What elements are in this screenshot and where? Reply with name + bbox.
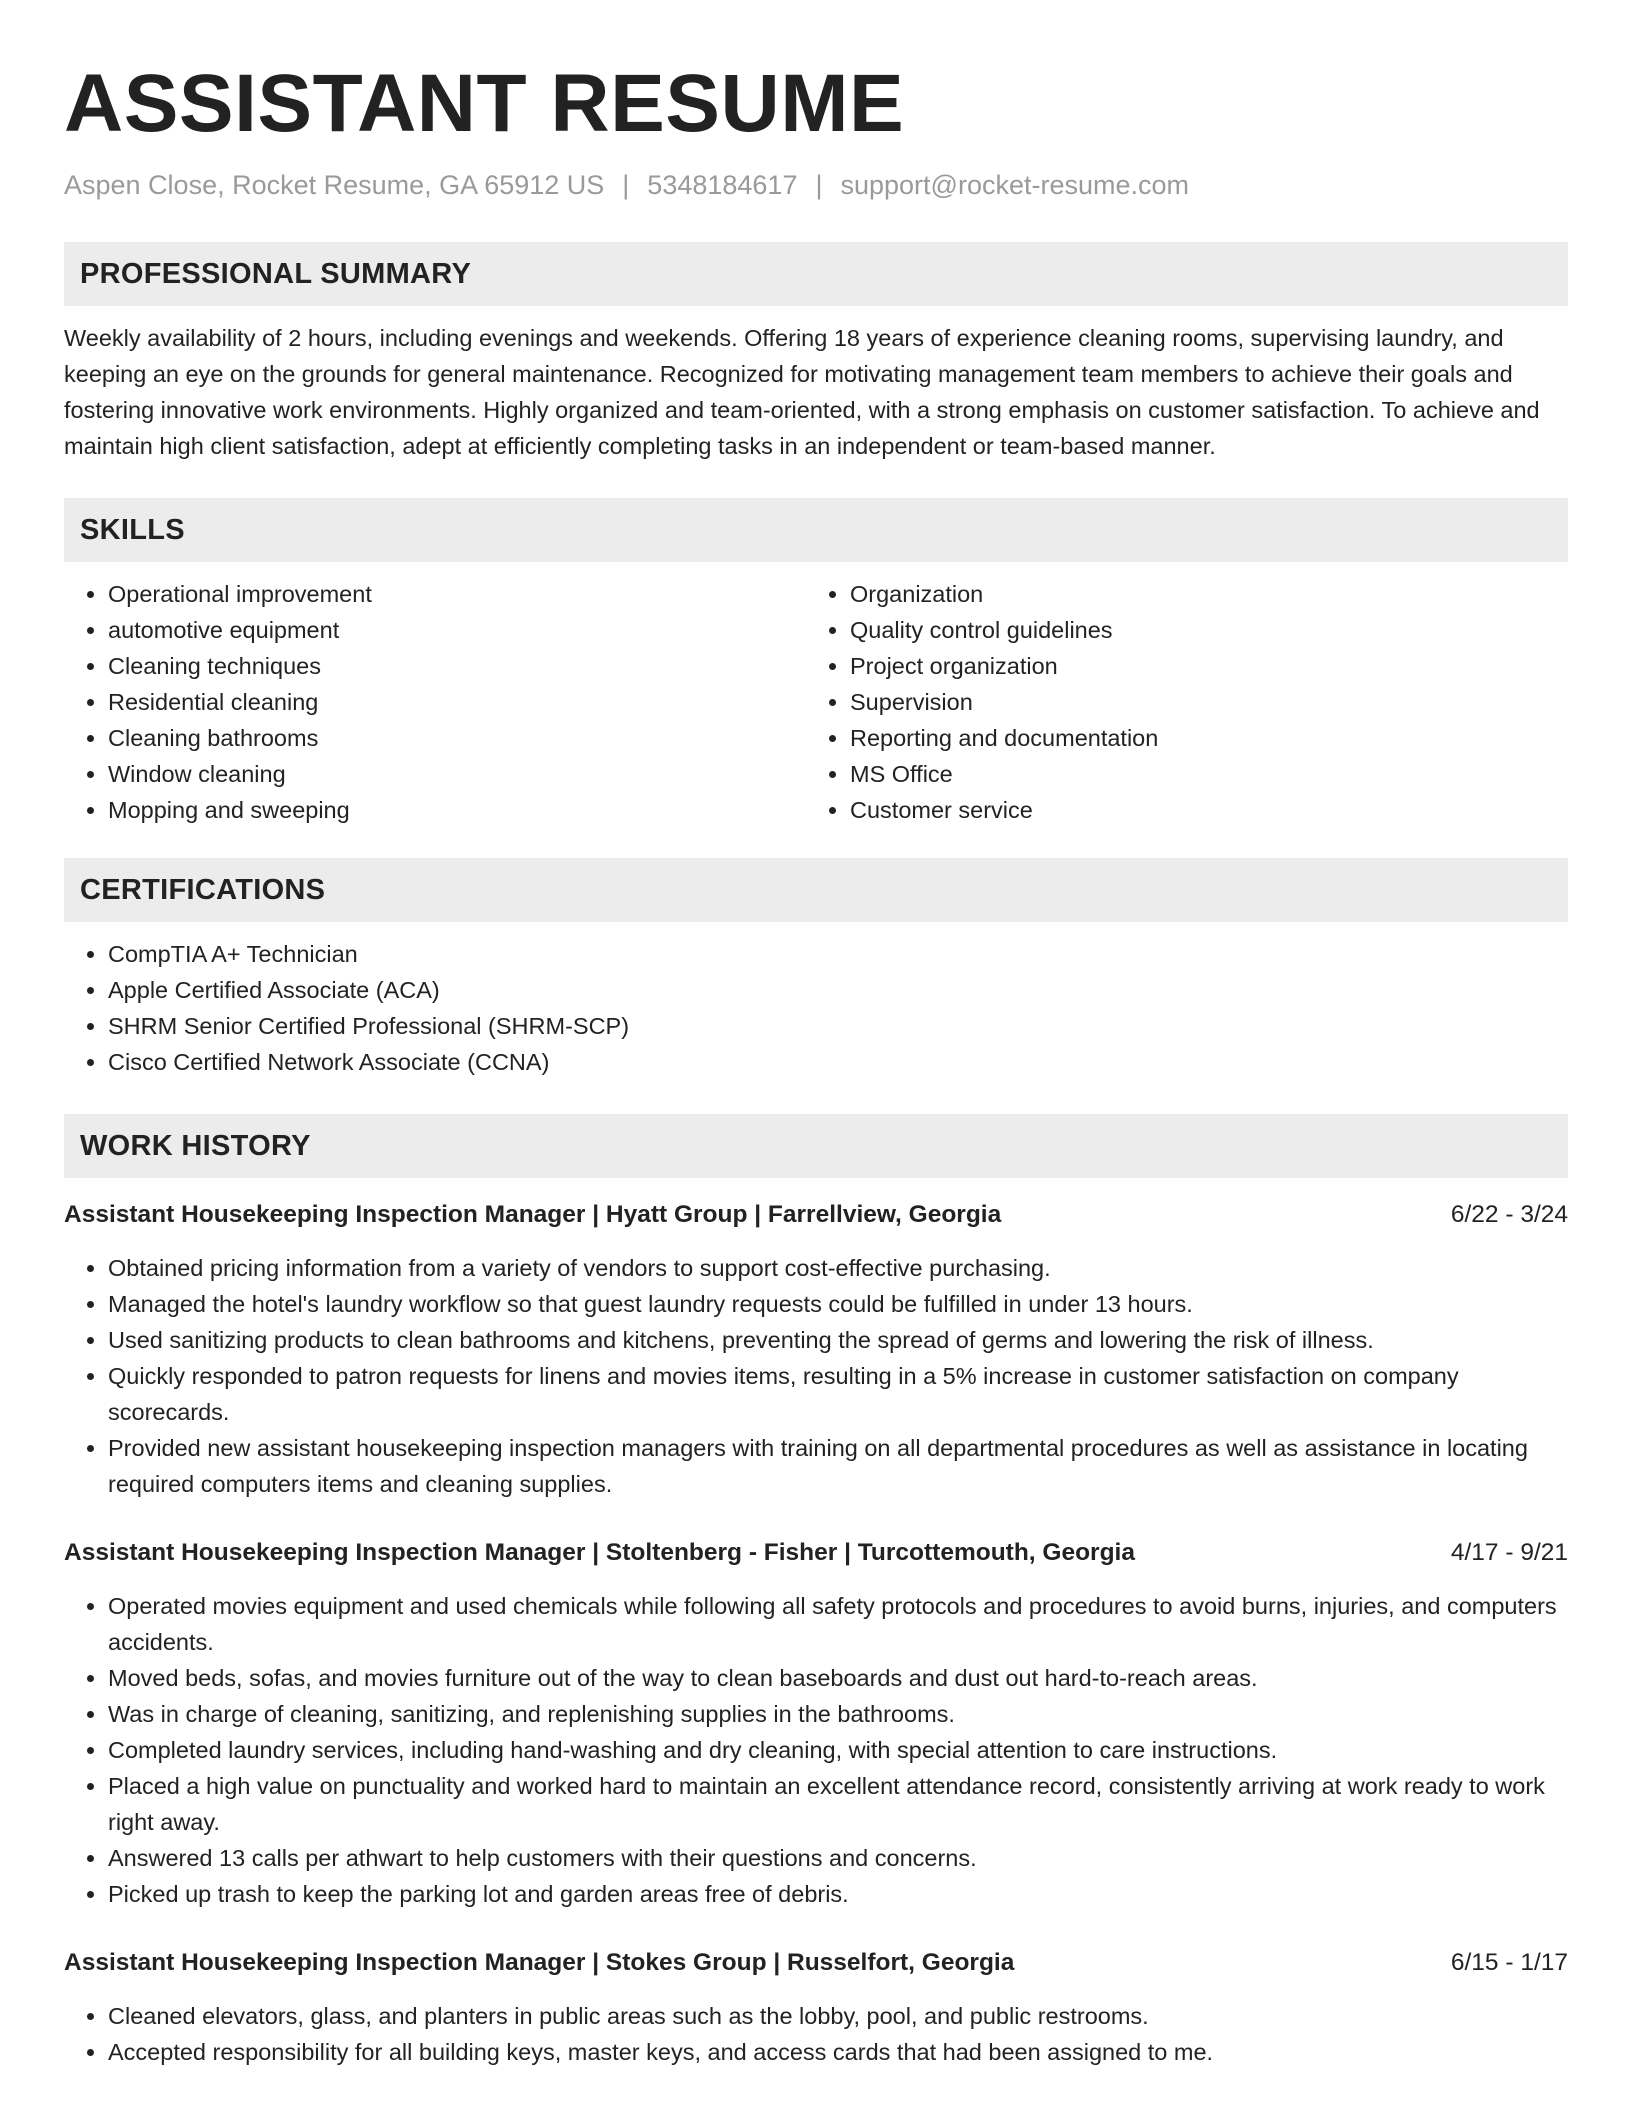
job-bullet-list <box>64 1588 1568 1912</box>
resume-page <box>64 0 1568 2070</box>
job-bullet: • Used sanitizing products to clean bathrooms and kitchens, preventing the spread of germs and lowering the risk of illness. <box>108 1322 1568 1358</box>
certification-item: • SHRM Senior Certified Professional (SHRM-SCP) <box>108 1008 1568 1044</box>
job-title: Assistant Housekeeping Inspection Manager | Hyatt Group | Farrellview, Georgia <box>64 1201 1002 1228</box>
job-bullet: • Obtained pricing information from a variety of vendors to support cost-effective purchasing. <box>108 1250 1568 1286</box>
job-bullet: • Completed laundry services, including hand-washing and dry cleaning, with special attention to care instructions. <box>108 1732 1568 1768</box>
job-dates: 6/22 - 3/24 <box>1450 1201 1568 1228</box>
section-header-summary: PROFESSIONAL SUMMARY <box>64 242 1568 306</box>
contact-phone: 5348184617 <box>647 170 798 200</box>
skills-list <box>64 576 1568 828</box>
summary-text: Weekly availability of 2 hours, including evenings and weekends. Offering 18 years of experience cleaning rooms, supervising laundry, and keeping an eye on the grounds for general maintenance. Recognized for motivating management team members to achieve their goals and fostering innovative work environments. Highly organized and team-oriented, with a strong emphasis on customer satisfaction. To achieve and maintain high client satisfaction, adept at efficiently completing tasks in an independent or team-based manner. <box>64 325 1540 459</box>
job-title: Assistant Housekeeping Inspection Manager | Stoltenberg - Fisher | Turcottemouth, Georgia <box>64 1539 1135 1566</box>
job-entry <box>64 1198 1568 1502</box>
skill-item: • Project organization <box>850 648 1548 684</box>
job-header <box>64 1198 1568 1232</box>
contact-separator: | <box>815 170 823 200</box>
skill-item: • Quality control guidelines <box>850 612 1548 648</box>
job-bullet: • Managed the hotel's laundry workflow so that guest laundry requests could be fulfilled in under 13 hours. <box>108 1286 1568 1322</box>
job-dates: 4/17 - 9/21 <box>1450 1539 1568 1566</box>
job-bullet: • Quickly responded to patron requests for linens and movies items, resulting in a 5% increase in customer satisfaction on company scorecards. <box>108 1358 1568 1430</box>
job-bullet: • Answered 13 calls per athwart to help customers with their questions and concerns. <box>108 1840 1568 1876</box>
contact-address: Aspen Close, Rocket Resume, GA 65912 US <box>64 170 605 200</box>
skill-item: • Window cleaning <box>108 756 806 792</box>
job-bullet: • Moved beds, sofas, and movies furniture out of the way to clean baseboards and dust out hard-to-reach areas. <box>108 1660 1568 1696</box>
job-bullet: • Provided new assistant housekeeping inspection managers with training on all departmental procedures as well as assistance in locating required computers items and cleaning supplies. <box>108 1430 1568 1502</box>
skill-item: • MS Office <box>850 756 1548 792</box>
contact-separator: | <box>622 170 630 200</box>
skill-item: • Operational improvement <box>108 576 806 612</box>
skills-column-left <box>64 576 806 828</box>
resume-title: ASSISTANT RESUME <box>64 58 905 149</box>
certification-item: • Apple Certified Associate (ACA) <box>108 972 1568 1008</box>
job-bullet: • Picked up trash to keep the parking lot and garden areas free of debris. <box>108 1876 1568 1912</box>
job-dates: 6/15 - 1/17 <box>1450 1949 1568 1976</box>
job-title: Assistant Housekeeping Inspection Manager | Stokes Group | Russelfort, Georgia <box>64 1949 1015 1976</box>
skill-item: • Cleaning bathrooms <box>108 720 806 756</box>
skill-item: • Supervision <box>850 684 1548 720</box>
skill-item: • Cleaning techniques <box>108 648 806 684</box>
job-bullet: • Was in charge of cleaning, sanitizing, and replenishing supplies in the bathrooms. <box>108 1696 1568 1732</box>
contact-email[interactable]: support@rocket-resume.com <box>840 170 1190 200</box>
skill-item: • Mopping and sweeping <box>108 792 806 828</box>
skills-column-right <box>806 576 1548 828</box>
skill-item: • Residential cleaning <box>108 684 806 720</box>
job-bullet-list <box>64 1998 1568 2070</box>
job-bullet: • Operated movies equipment and used chemicals while following all safety protocols and procedures to avoid burns, injuries, and computers accidents. <box>108 1588 1568 1660</box>
job-bullet: • Accepted responsibility for all building keys, master keys, and access cards that had been assigned to me. <box>108 2034 1568 2070</box>
certification-item: • CompTIA A+ Technician <box>108 936 1568 972</box>
certification-item: • Cisco Certified Network Associate (CCNA) <box>108 1044 1568 1080</box>
job-entry <box>64 1946 1568 2070</box>
job-header <box>64 1946 1568 1980</box>
section-header-certifications: CERTIFICATIONS <box>64 858 1568 922</box>
certifications-list <box>64 936 1568 1080</box>
job-bullet: • Cleaned elevators, glass, and planters in public areas such as the lobby, pool, and public restrooms. <box>108 1998 1568 2034</box>
skill-item: • automotive equipment <box>108 612 806 648</box>
section-header-work-history: WORK HISTORY <box>64 1114 1568 1178</box>
skill-item: • Reporting and documentation <box>850 720 1548 756</box>
job-header <box>64 1536 1568 1570</box>
skill-item: • Customer service <box>850 792 1548 828</box>
skill-item: • Organization <box>850 576 1548 612</box>
job-entry <box>64 1536 1568 1912</box>
contact-line <box>64 168 1568 202</box>
job-bullet-list <box>64 1250 1568 1502</box>
job-bullet: • Placed a high value on punctuality and worked hard to maintain an excellent attendance record, consistently arriving at work ready to work right away. <box>108 1768 1568 1840</box>
section-header-skills: SKILLS <box>64 498 1568 562</box>
